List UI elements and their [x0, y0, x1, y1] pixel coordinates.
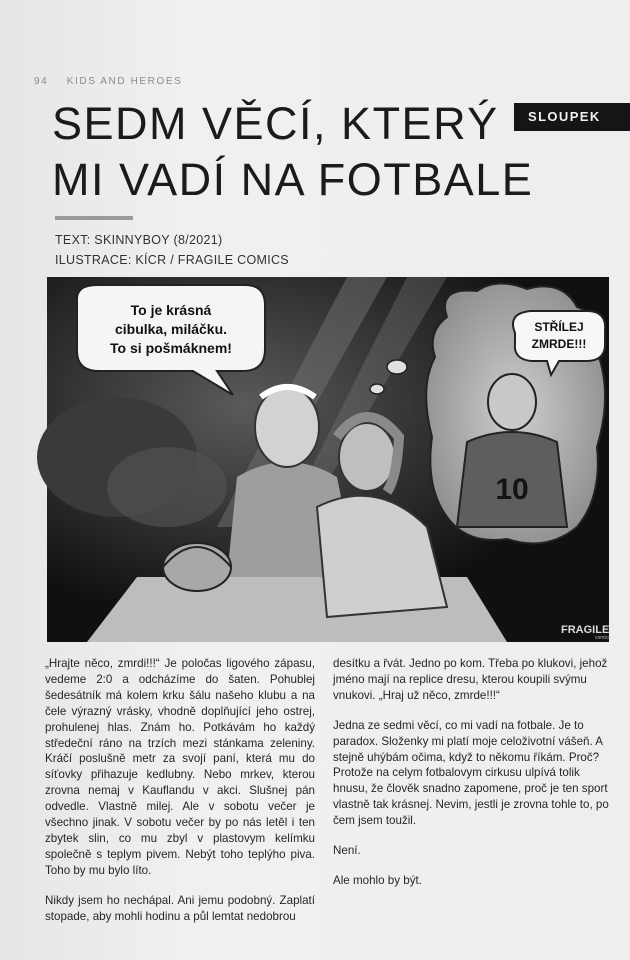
fragile-signature: FRAGILE: [561, 624, 610, 636]
section-tag: SLOUPEK: [514, 103, 630, 131]
crowd-blur: [107, 447, 227, 527]
player-head: [488, 374, 536, 430]
credits: [55, 230, 289, 270]
old-man-head: [255, 387, 319, 467]
shout-line-1: STŘÍLEJ: [534, 320, 584, 334]
text-credit: TEXT: SKINNYBOY (8/2021): [55, 233, 223, 247]
market-stall: [87, 577, 507, 642]
title-line-2: MI VADÍ NA FOTBALE: [52, 154, 534, 205]
speech-line-1: To je krásná: [130, 302, 212, 318]
body-column-right: [333, 656, 611, 903]
page-number: 94: [34, 76, 49, 87]
body-paragraph: Jedna ze sedmi věcí, co mi vadí na fotbale. Je to paradox. Složenky mi platí moje celoživotní vášeň. A stejně uhýbám očima, když to někomu říkám. Proč? Protože na celym fotbalovym cirkusu ulpívá tolik hnusu, že člověk snadno zapomene, proč je ten sport vlastně tak krásnej. Nevim, jestli je zrovna tohle to, po čem jsem toužil.: [333, 718, 609, 828]
thought-dot: [387, 360, 407, 374]
article-title: [52, 96, 534, 208]
shirt-number: 10: [495, 473, 529, 506]
magazine-name: KIDS AND HEROES: [66, 76, 183, 87]
body-paragraph: Nikdy jsem ho nechápal. Ani jemu podobný. Zaplatí stopade, aby mohli hodinu a půl lemtat nedobrou: [45, 893, 315, 923]
illustration-credit: ILUSTRACE: KÍCR / FRAGILE COMICS: [55, 253, 289, 267]
body-paragraph: desítku a řvát. Jedno po kom. Třeba po klukovi, jehož jméno mají na replice dresu, kterou koupili svýmu vnukovi. „Hraj už něco, zmrde!!!“: [333, 657, 608, 702]
title-underline: [55, 216, 133, 220]
body-paragraph: „Hrajte něco, zmrdi!!!“ Je poločas ligového zápasu, vedeme 2:0 a odcházíme do šaten. Pohublej šedesátník má kolem krku šálu našeho klubu a na čele výrazný vrásky, vhodně doplňující jeho ostrej, prohulenej hlas. Znám ho. Potkávám ho každý středeční ráno na trzích mezi stánkama zeleniny. Kráčí poslušně metr za svojí paní, která mu do síťovky přihazuje kedlubny. Nebo mrkev, kterou zrovna nemaj v Kauflandu v akci. Slušnej pán odvedle. Vlastně milej. Ale v sobotu večer je všechno jinak. V sobotu večer by po nás letěl i ten zbytek slin, co mu zbyl v plastovym kelímku společně s teplym pivem. Nebýt toho teplýho piva. Toho by mu bylo líto.: [45, 657, 315, 877]
speech-line-2: cibulka, miláčku.: [114, 321, 228, 337]
shout-line-2: ZMRDE!!!: [531, 337, 587, 351]
body-column-left: [45, 656, 315, 939]
running-head: [34, 76, 182, 87]
comic-illustration: [47, 277, 609, 642]
vegetable-basket: [163, 543, 231, 591]
body-paragraph: Ale mohlo by být.: [333, 873, 422, 887]
woman-head: [339, 423, 395, 491]
title-line-1: SEDM VĚCÍ, KTERÝ: [52, 98, 499, 149]
speech-line-3: To si pošmáknem!: [110, 340, 232, 356]
thought-dot: [370, 384, 384, 394]
fragile-signature-sub: comics: [595, 635, 611, 641]
comic-drawing: [47, 277, 609, 642]
body-paragraph: Není.: [333, 844, 361, 858]
